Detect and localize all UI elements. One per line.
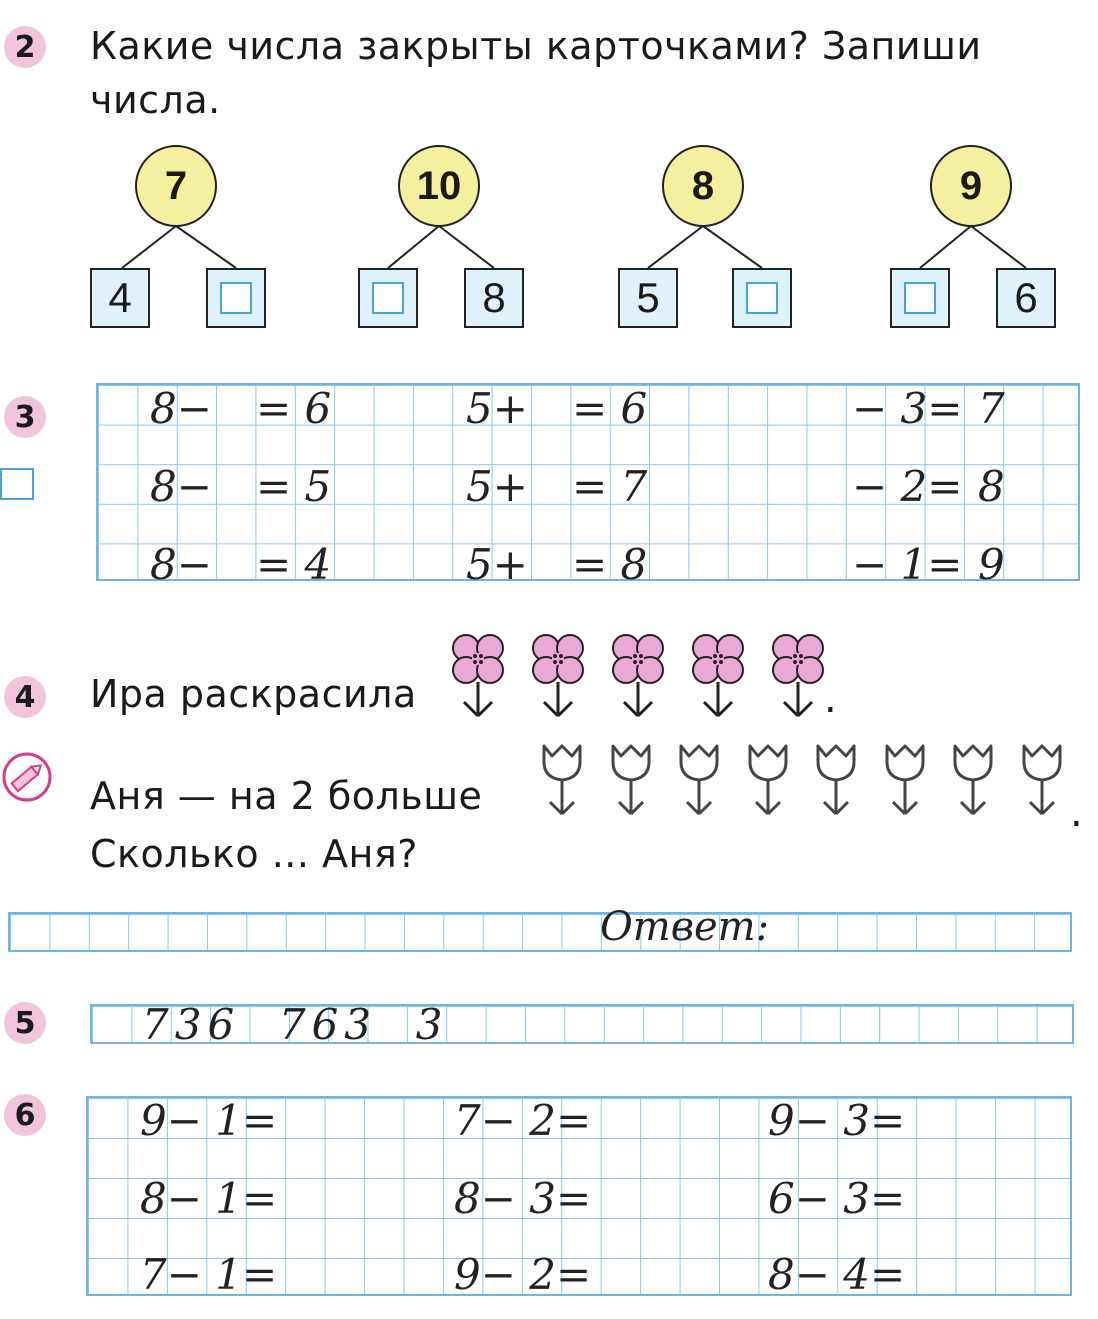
tree4-whole-circle: 9: [930, 145, 1012, 227]
tulip-icon: [812, 742, 860, 818]
pink-flower-icon: [686, 632, 750, 718]
task3-r3-d: = 8: [572, 540, 648, 589]
task6-r2-c1: 8− 1=: [140, 1174, 278, 1223]
tulip-icon: [538, 742, 586, 818]
self-check-square[interactable]: [0, 468, 34, 500]
tree1-right-card-blank[interactable]: [206, 268, 266, 328]
task3-r1-e: − 3=: [852, 384, 963, 433]
tree2-whole-circle: 10: [398, 145, 480, 227]
task-number-6: 6: [4, 1094, 46, 1136]
task6-r1-c3: 9− 3=: [768, 1096, 906, 1145]
tree3-left-card: 5: [618, 268, 678, 328]
task3-r1-a: 8−: [150, 384, 212, 433]
task3-r3-f: 9: [978, 540, 1005, 589]
tulip-icon: [949, 742, 997, 818]
blank-square: [746, 282, 778, 314]
task5-sequence: 736 763 3: [142, 1000, 449, 1049]
task3-r2-f: 8: [978, 462, 1005, 511]
task3-r3-b: = 4: [256, 540, 332, 589]
task6-r3-c2: 9− 2=: [454, 1250, 592, 1299]
tulip-icon: [675, 742, 723, 818]
pink-flower-icon: [766, 632, 830, 718]
task-number-2: 2: [4, 26, 46, 68]
task3-r2-a: 8−: [150, 462, 212, 511]
tree1-whole-circle: 7: [135, 145, 217, 227]
task6-r2-c3: 6− 3=: [768, 1174, 906, 1223]
tulips-period: .: [1070, 790, 1084, 836]
task4-line-question: Сколько ... Аня?: [90, 832, 418, 876]
task3-r1-d: = 6: [572, 384, 648, 433]
tree1-left-card: 4: [90, 268, 150, 328]
task3-r3-c: 5+: [466, 540, 528, 589]
task3-r3-a: 8−: [150, 540, 212, 589]
tulip-icon: [607, 742, 655, 818]
answer-grid: [8, 912, 1072, 952]
task-number-3: 3: [4, 396, 46, 438]
task2-instruction-line1: Какие числа закрыты карточками? Запиши: [90, 24, 982, 68]
blank-square: [372, 282, 404, 314]
task3-r1-c: 5+: [466, 384, 528, 433]
task6-r1-c2: 7− 2=: [454, 1096, 592, 1145]
task3-r2-e: − 2=: [852, 462, 963, 511]
task-number-5: 5: [4, 1002, 46, 1044]
task3-r2-c: 5+: [466, 462, 528, 511]
task4-line-ira: Ира раскрасила: [90, 672, 417, 716]
task3-r3-e: − 1=: [852, 540, 963, 589]
task4-line-anya: Аня — на 2 больше: [90, 774, 483, 818]
task3-r1-b: = 6: [256, 384, 332, 433]
task-number-4: 4: [4, 676, 46, 718]
tree4-left-card-blank[interactable]: [890, 268, 950, 328]
task2-instruction-line2: числа.: [90, 78, 221, 122]
tree4-right-card: 6: [996, 268, 1056, 328]
pencil-icon: [2, 752, 52, 802]
answer-label: Ответ:: [600, 904, 770, 950]
tree3-whole-circle: 8: [662, 145, 744, 227]
task3-r1-f: 7: [978, 384, 1005, 433]
blank-square: [220, 282, 252, 314]
blank-square: [904, 282, 936, 314]
tree2-right-card: 8: [464, 268, 524, 328]
tulip-icon: [881, 742, 929, 818]
pink-flower-icon: [526, 632, 590, 718]
task6-r3-c3: 8− 4=: [768, 1250, 906, 1299]
flowers-period: .: [824, 676, 838, 722]
pink-flower-icon: [446, 632, 510, 718]
task3-r2-b: = 5: [256, 462, 332, 511]
tree2-left-card-blank[interactable]: [358, 268, 418, 328]
task6-r1-c1: 9− 1=: [140, 1096, 278, 1145]
tree3-right-card-blank[interactable]: [732, 268, 792, 328]
tulip-icon: [1018, 742, 1066, 818]
task6-r2-c2: 8− 3=: [454, 1174, 592, 1223]
task3-r2-d: = 7: [572, 462, 648, 511]
tulip-icon: [744, 742, 792, 818]
pink-flower-icon: [606, 632, 670, 718]
task6-r3-c1: 7− 1=: [140, 1250, 278, 1299]
